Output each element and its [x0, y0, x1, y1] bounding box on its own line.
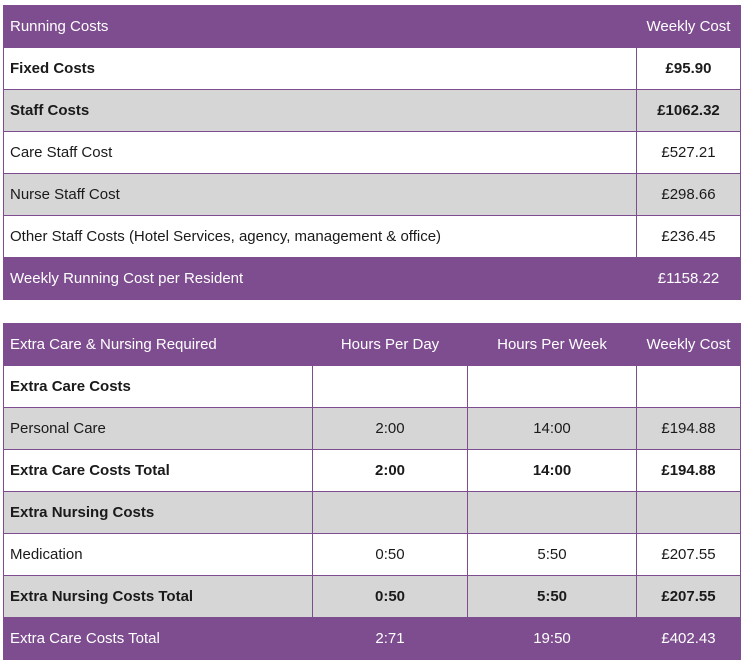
- row-cost: £95.90: [637, 48, 741, 90]
- row-label: Medication: [4, 534, 313, 576]
- table-row: [4, 492, 741, 534]
- running-costs-header-label: Running Costs: [4, 6, 637, 48]
- row-cost: £194.88: [637, 408, 741, 450]
- row-label: Extra Care Costs Total: [4, 450, 313, 492]
- row-hours-week: 14:00: [468, 408, 637, 450]
- row-cost: [637, 366, 741, 408]
- row-cost: £194.88: [637, 450, 741, 492]
- table-row: [4, 132, 741, 174]
- row-label: Extra Nursing Costs: [4, 492, 313, 534]
- total-hours-day: 2:71: [313, 618, 468, 660]
- row-cost: £207.55: [637, 534, 741, 576]
- table-row: [4, 534, 741, 576]
- row-label: Staff Costs: [4, 90, 637, 132]
- extra-care-header: [4, 324, 741, 366]
- row-cost: £527.21: [637, 132, 741, 174]
- total-label: Weekly Running Cost per Resident: [4, 258, 637, 300]
- weekly-cost-header: Weekly Cost: [637, 324, 741, 366]
- hours-per-week-header: Hours Per Week: [468, 324, 637, 366]
- extra-care-total-row: [4, 618, 741, 660]
- row-label: Personal Care: [4, 408, 313, 450]
- row-hours-day: 0:50: [313, 534, 468, 576]
- row-hours-week: [468, 366, 637, 408]
- row-hours-day: 0:50: [313, 576, 468, 618]
- row-hours-day: 2:00: [313, 450, 468, 492]
- table-row: [4, 216, 741, 258]
- row-cost: £207.55: [637, 576, 741, 618]
- running-costs-table: [3, 5, 741, 300]
- row-label: Care Staff Cost: [4, 132, 637, 174]
- row-hours-week: 5:50: [468, 534, 637, 576]
- extra-care-header-label: Extra Care & Nursing Required: [4, 324, 313, 366]
- total-cost: £402.43: [637, 618, 741, 660]
- row-hours-day: [313, 492, 468, 534]
- row-cost: £236.45: [637, 216, 741, 258]
- total-cost: £1158.22: [637, 258, 741, 300]
- table-row: [4, 174, 741, 216]
- row-label: Nurse Staff Cost: [4, 174, 637, 216]
- table-row: [4, 48, 741, 90]
- row-label: Extra Care Costs: [4, 366, 313, 408]
- total-label: Extra Care Costs Total: [4, 618, 313, 660]
- row-hours-week: [468, 492, 637, 534]
- row-cost: [637, 492, 741, 534]
- row-hours-week: 14:00: [468, 450, 637, 492]
- row-label: Other Staff Costs (Hotel Services, agency, management & office): [4, 216, 637, 258]
- row-cost: £298.66: [637, 174, 741, 216]
- row-hours-week: 5:50: [468, 576, 637, 618]
- row-cost: £1062.32: [637, 90, 741, 132]
- row-hours-day: [313, 366, 468, 408]
- weekly-cost-header: Weekly Cost: [637, 6, 741, 48]
- table-row: [4, 576, 741, 618]
- running-costs-header: [4, 6, 741, 48]
- row-hours-day: 2:00: [313, 408, 468, 450]
- extra-care-table: [3, 323, 741, 660]
- hours-per-day-header: Hours Per Day: [313, 324, 468, 366]
- row-label: Extra Nursing Costs Total: [4, 576, 313, 618]
- row-label: Fixed Costs: [4, 48, 637, 90]
- table-row: [4, 450, 741, 492]
- running-costs-total-row: [4, 258, 741, 300]
- table-row: [4, 90, 741, 132]
- table-row: [4, 366, 741, 408]
- table-row: [4, 408, 741, 450]
- total-hours-week: 19:50: [468, 618, 637, 660]
